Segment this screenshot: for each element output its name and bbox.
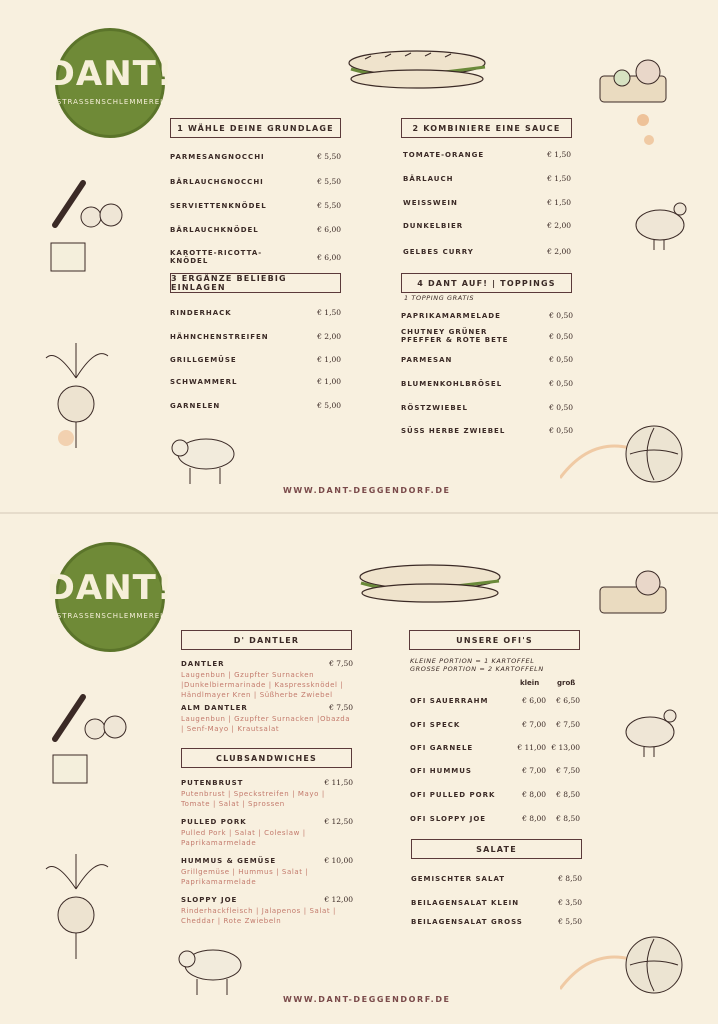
menu-item-name: BÄRLAUCHGNOCCHI — [170, 177, 264, 186]
menu-item — [401, 403, 573, 412]
menu-item — [401, 355, 573, 364]
menu-item-price: € 1,50 — [547, 174, 571, 183]
menu-item — [170, 152, 341, 161]
menu-item — [170, 401, 341, 410]
sandwich-illustration — [345, 45, 490, 93]
menu-item — [411, 874, 582, 883]
ofi-item — [410, 814, 580, 823]
menu-item-name: GELBES CURRY — [403, 247, 474, 256]
ofi-price-small: € 11,00 — [517, 743, 546, 752]
menu-item-price: € 2,00 — [317, 332, 341, 341]
menu-item-price: € 0,50 — [549, 331, 573, 341]
ofi-price-small: € 8,00 — [522, 814, 546, 823]
section-header-clubsandwiches: CLUBSANDWICHES — [181, 748, 352, 768]
board-illustration — [596, 569, 676, 619]
menu-item-name: BLUMENKOHLBRÖSEL — [401, 379, 503, 388]
menu-item-price: € 12,00 — [324, 895, 353, 904]
beetroot-illustration — [36, 338, 116, 458]
ofi-item — [410, 743, 580, 752]
ofi-item-name: OFI SPECK — [410, 720, 461, 729]
menu-item-name: BEILAGENSALAT KLEIN — [411, 898, 520, 907]
menu-item — [403, 174, 571, 183]
ofi-item — [410, 766, 580, 775]
ofi-item — [410, 696, 580, 705]
ofi-item-name: OFI SAUERRAHM — [410, 696, 489, 705]
menu-item — [401, 426, 573, 435]
menu-item — [170, 177, 341, 186]
menu-item-price: € 5,00 — [317, 401, 341, 410]
board-illustration — [596, 58, 676, 108]
brand-name: DANT! — [46, 568, 174, 608]
menu-item-name: PULLED PORK — [181, 817, 247, 826]
menu-item-price: € 7,50 — [329, 703, 353, 712]
menu-item-name: RINDERHACK — [170, 308, 232, 317]
menu-item-price: € 2,00 — [547, 247, 571, 256]
menu-item-price: € 5,50 — [558, 917, 582, 926]
menu-item — [403, 198, 571, 207]
menu-item-price: € 1,00 — [317, 355, 341, 364]
menu-item-price: € 0,50 — [549, 403, 573, 412]
menu-item — [170, 377, 341, 386]
menu-item-name: PAPRIKAMARMELADE — [401, 311, 501, 320]
menu-item-description: Rinderhackfleisch | Jalapenos | Salat | Cheddar | Rote Zwiebeln — [181, 907, 336, 925]
website-url[interactable]: WWW.DANT-DEGGENDORF.DE — [283, 486, 451, 495]
menu-item-price: € 0,50 — [549, 379, 573, 388]
menu-item-price: € 0,50 — [549, 311, 573, 320]
menu-item-name: GEMISCHTER SALAT — [411, 874, 506, 883]
menu-item — [181, 659, 353, 668]
menu-item-price: € 0,50 — [549, 355, 573, 364]
menu-item-description: Grillgemüse | Hummus | Salat | Paprikamarmelade — [181, 868, 309, 886]
menu-item — [181, 895, 353, 904]
brand-logo — [46, 542, 174, 652]
menu-item — [170, 332, 341, 341]
ofi-price-large: € 6,50 — [556, 696, 580, 705]
website-url[interactable]: WWW.DANT-DEGGENDORF.DE — [283, 995, 451, 1004]
brand-name: DANT! — [46, 54, 174, 94]
section-header-salate: SALATE — [411, 839, 582, 859]
menu-item-name: BÄRLAUCHKNÖDEL — [170, 225, 259, 234]
section-header-grundlage: 1 WÄHLE DEINE GRUNDLAGE — [170, 118, 341, 138]
menu-item-price: € 1,50 — [547, 198, 571, 207]
menu-item-description: Pulled Pork | Salat | Coleslaw | Paprikamarmelade — [181, 829, 306, 847]
menu-item-name: PARMESANGNOCCHI — [170, 152, 265, 161]
stain-decoration — [625, 110, 665, 160]
vegetables-illustration — [45, 689, 135, 789]
ofi-price-large: € 8,50 — [556, 814, 580, 823]
menu-item-name: WEISSWEIN — [403, 198, 458, 207]
chicken-illustration — [630, 195, 690, 255]
menu-item-name: DUNKELBIER — [403, 221, 464, 230]
menu-item-price: € 12,50 — [324, 817, 353, 826]
menu-item — [403, 221, 571, 230]
menu-item-price: € 6,00 — [317, 252, 341, 262]
beetroot-illustration — [36, 849, 116, 969]
menu-item — [181, 703, 353, 712]
cabbage-illustration — [560, 929, 688, 1009]
toppings-note: 1 TOPPING GRATIS — [404, 294, 475, 302]
menu-item-name: BÄRLAUCH — [403, 174, 454, 183]
ofi-item — [410, 790, 580, 799]
menu-item — [170, 355, 341, 364]
menu-item — [181, 856, 353, 865]
ofi-item-name: OFI GARNELE — [410, 743, 474, 752]
menu-item-price: € 5,50 — [317, 152, 341, 161]
menu-item-price: € 0,50 — [549, 426, 573, 435]
cabbage-illustration — [560, 418, 688, 498]
brand-logo — [46, 28, 174, 138]
section-header-sauce: 2 KOMBINIERE EINE SAUCE — [401, 118, 572, 138]
menu-item-description: Laugenbun | Gzupfter Surnacken |Dunkelbiermarinade | Kaspressknödel | Händlmayer Kren | Süßherbe Zwiebel — [181, 671, 344, 699]
menu-item — [401, 379, 573, 388]
brand-tagline: STRASSENSCHLEMMEREI — [56, 98, 164, 106]
menu-item — [401, 328, 573, 344]
ofi-price-small: € 7,00 — [522, 720, 546, 729]
menu-page-2 — [0, 512, 718, 1024]
ofi-price-small: € 7,00 — [522, 766, 546, 775]
menu-item — [411, 898, 582, 907]
section-header-ofis: UNSERE OFI'S — [409, 630, 580, 650]
menu-item-name: HÄHNCHENSTREIFEN — [170, 332, 269, 341]
menu-item-description: Laugenbun | Gzupfter Surnacken |Obazda | Senf-Mayo | Krautsalat — [181, 715, 351, 733]
ofis-note-small: KLEINE PORTION = 1 KARTOFFEL — [410, 657, 535, 665]
menu-item-name: DANTLER — [181, 659, 225, 668]
pig-illustration — [175, 939, 245, 999]
section-header-toppings: 4 DANT AUF! | TOPPINGS — [401, 273, 572, 293]
menu-item — [170, 201, 341, 210]
menu-item-price: € 6,00 — [317, 225, 341, 234]
menu-item-name: PUTENBRUST — [181, 778, 244, 787]
pig-illustration — [168, 428, 238, 488]
menu-item-price: € 1,50 — [547, 150, 571, 159]
sandwich-illustration — [355, 559, 505, 607]
menu-item — [170, 249, 341, 265]
menu-item-name: SERVIETTENKNÖDEL — [170, 201, 267, 210]
menu-item-name: RÖSTZWIEBEL — [401, 403, 468, 412]
menu-item — [181, 778, 353, 787]
menu-item-name: HUMMUS & GEMÜSE — [181, 856, 277, 865]
menu-item-name: GRILLGEMÜSE — [170, 355, 237, 364]
menu-item — [170, 308, 341, 317]
ofi-price-large: € 13,00 — [551, 743, 580, 752]
menu-item-price: € 1,50 — [317, 308, 341, 317]
section-header-einlagen: 3 ERGÄNZE BELIEBIG EINLAGEN — [170, 273, 341, 293]
menu-item-name: TOMATE-ORANGE — [403, 150, 485, 159]
ofi-item-name: OFI PULLED PORK — [410, 790, 496, 799]
ofi-price-large: € 8,50 — [556, 790, 580, 799]
menu-item-price: € 1,00 — [317, 377, 341, 386]
menu-item-price: € 3,50 — [558, 898, 582, 907]
brand-tagline: STRASSENSCHLEMMEREI — [56, 612, 164, 620]
ofi-item-name: OFI SLOPPY JOE — [410, 814, 487, 823]
menu-item-name: SÜSS HERBE ZWIEBEL — [401, 426, 506, 435]
ofi-price-large: € 7,50 — [556, 766, 580, 775]
menu-item-name: CHUTNEY GRÜNER PFEFFER & ROTE BETE — [401, 328, 509, 344]
menu-item-price: € 10,00 — [324, 856, 353, 865]
menu-item-name: BEILAGENSALAT GROSS — [411, 917, 523, 926]
ofi-price-small: € 8,00 — [522, 790, 546, 799]
section-header-dantler: D' DANTLER — [181, 630, 352, 650]
menu-item — [403, 150, 571, 159]
ofi-item-name: OFI HUMMUS — [410, 766, 472, 775]
menu-item-price: € 5,50 — [317, 201, 341, 210]
ofis-col-large: groß — [557, 679, 576, 687]
menu-item — [170, 225, 341, 234]
ofi-price-small: € 6,00 — [522, 696, 546, 705]
ofi-item — [410, 720, 580, 729]
menu-item — [401, 311, 573, 320]
menu-item-description: Putenbrust | Speckstreifen | Mayo | Tomate | Salat | Sprossen — [181, 790, 325, 808]
menu-item-name: SLOPPY JOE — [181, 895, 238, 904]
menu-item-name: ALM DANTLER — [181, 703, 248, 712]
menu-item-price: € 2,00 — [547, 221, 571, 230]
menu-item-name: PARMESAN — [401, 355, 453, 364]
menu-item-name: GARNELEN — [170, 401, 221, 410]
menu-item — [411, 917, 582, 926]
menu-item-name: SCHWAMMERL — [170, 377, 238, 386]
menu-item — [181, 817, 353, 826]
menu-item-price: € 7,50 — [329, 659, 353, 668]
ofis-col-small: klein — [520, 679, 540, 687]
vegetables-illustration — [45, 175, 135, 275]
menu-item-price: € 5,50 — [317, 177, 341, 186]
menu-item-price: € 11,50 — [324, 778, 353, 787]
ofis-note-large: GROSSE PORTION = 2 KARTOFFELN — [410, 665, 544, 673]
ofi-price-large: € 7,50 — [556, 720, 580, 729]
menu-item-name: KAROTTE-RICOTTA-KNÖDEL — [170, 249, 263, 265]
chicken-illustration — [620, 702, 680, 762]
menu-item — [403, 247, 571, 256]
menu-item-price: € 8,50 — [558, 874, 582, 883]
